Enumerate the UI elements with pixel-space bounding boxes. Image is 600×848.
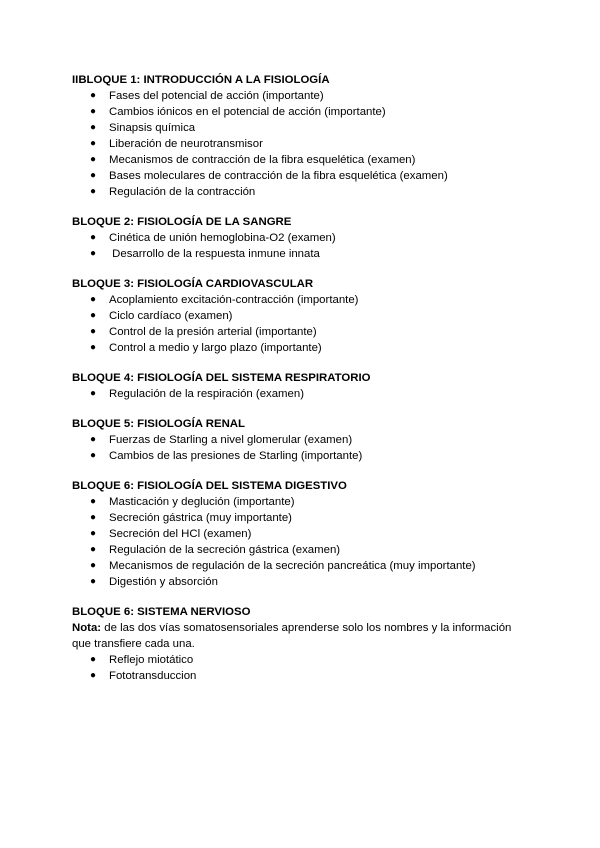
list-item: ● Cambios de las presiones de Starling (importante) (90, 450, 363, 462)
bullet-icon: ● (90, 512, 97, 523)
bullet-icon: ● (90, 294, 97, 305)
item-list (72, 432, 532, 464)
list-item: ● Secreción gástrica (muy importante) (90, 512, 292, 524)
list-item: ● Sinapsis química (90, 122, 196, 134)
list-item: ● Regulación de la respiración (examen) (90, 388, 305, 400)
section-heading: BLOQUE 2: FISIOLOGÍA DE LA SANGRE (72, 216, 292, 228)
item-list (72, 88, 532, 200)
item-list (72, 652, 532, 684)
bullet-icon: ● (90, 326, 97, 337)
bullet-icon: ● (90, 248, 97, 259)
section-heading: BLOQUE 6: FISIOLOGÍA DEL SISTEMA DIGESTIVO (72, 480, 347, 492)
list-item: ● Regulación de la secreción gástrica (examen) (90, 544, 341, 556)
list-item: ● Cinética de unión hemoglobina-O2 (examen) (90, 232, 336, 244)
bullet-icon: ● (90, 560, 97, 571)
bullet-icon: ● (90, 232, 97, 243)
list-item: ● Fases del potencial de acción (importante) (90, 90, 324, 102)
bullet-icon: ● (90, 654, 97, 665)
bullet-icon: ● (90, 186, 97, 197)
item-list (72, 230, 532, 262)
item-list (72, 292, 532, 356)
section-heading: BLOQUE 5: FISIOLOGÍA RENAL (72, 418, 245, 430)
section-heading: BLOQUE 4: FISIOLOGÍA DEL SISTEMA RESPIRATORIO (72, 372, 371, 384)
bullet-icon: ● (90, 450, 97, 461)
item-list (72, 494, 532, 590)
list-item: ● Mecanismos de contracción de la fibra esquelética (examen) (90, 154, 416, 166)
bullet-icon: ● (90, 122, 97, 133)
list-item: ● Masticación y deglución (importante) (90, 496, 295, 508)
bullet-icon: ● (90, 138, 97, 149)
list-item: ● Regulación de la contracción (90, 186, 256, 198)
section-bloque-1 (72, 72, 532, 200)
list-item: ● Bases moleculares de contracción de la fibra esquelética (examen) (90, 170, 448, 182)
list-item: ● Control de la presión arterial (importante) (90, 326, 317, 338)
list-item: ● Digestión y absorción (90, 576, 218, 588)
bullet-icon: ● (90, 170, 97, 181)
section-bloque-6-nervioso (72, 604, 532, 684)
bullet-icon: ● (90, 496, 97, 507)
bullet-icon: ● (90, 528, 97, 539)
section-heading: IIBLOQUE 1: INTRODUCCIÓN A LA FISIOLOGÍA (72, 74, 330, 86)
section-bloque-4 (72, 370, 532, 402)
list-item: ● Fototransduccion (90, 670, 197, 682)
list-item: ● Secreción del HCl (examen) (90, 528, 252, 540)
list-item: ● Cambios iónicos en el potencial de acción (importante) (90, 106, 386, 118)
bullet-icon: ● (90, 670, 97, 681)
list-item: ● Ciclo cardíaco (examen) (90, 310, 233, 322)
note-text: de las dos vías somatosensoriales aprenderse solo los nombres y la información que transfiere cada una. (72, 622, 512, 650)
section-bloque-2 (72, 214, 532, 262)
list-item: ● Reflejo miotático (90, 654, 194, 666)
bullet-icon: ● (90, 342, 97, 353)
bullet-icon: ● (90, 434, 97, 445)
list-item: ● Acoplamiento excitación-contracción (importante) (90, 294, 359, 306)
section-bloque-6-digestivo (72, 478, 532, 590)
note-label: Nota: (72, 622, 102, 634)
section-heading: BLOQUE 3: FISIOLOGÍA CARDIOVASCULAR (72, 278, 314, 290)
item-list (72, 386, 532, 402)
section-heading: BLOQUE 6: SISTEMA NERVIOSO (72, 606, 251, 618)
bullet-icon: ● (90, 388, 97, 399)
list-item: ● Desarrollo de la respuesta inmune innata (90, 248, 320, 260)
list-item: ● Control a medio y largo plazo (importante) (90, 342, 322, 354)
bullet-icon: ● (90, 310, 97, 321)
list-item: ● Fuerzas de Starling a nivel glomerular (examen) (90, 434, 353, 446)
bullet-icon: ● (90, 576, 97, 587)
note-paragraph (72, 620, 512, 652)
list-item: ● Liberación de neurotransmisor (90, 138, 263, 150)
bullet-icon: ● (90, 154, 97, 165)
list-item: ● Mecanismos de regulación de la secreción pancreática (muy importante) (90, 560, 476, 572)
document-page (72, 72, 532, 698)
bullet-icon: ● (90, 544, 97, 555)
bullet-icon: ● (90, 90, 97, 101)
section-bloque-3 (72, 276, 532, 356)
bullet-icon: ● (90, 106, 97, 117)
section-bloque-5 (72, 416, 532, 464)
